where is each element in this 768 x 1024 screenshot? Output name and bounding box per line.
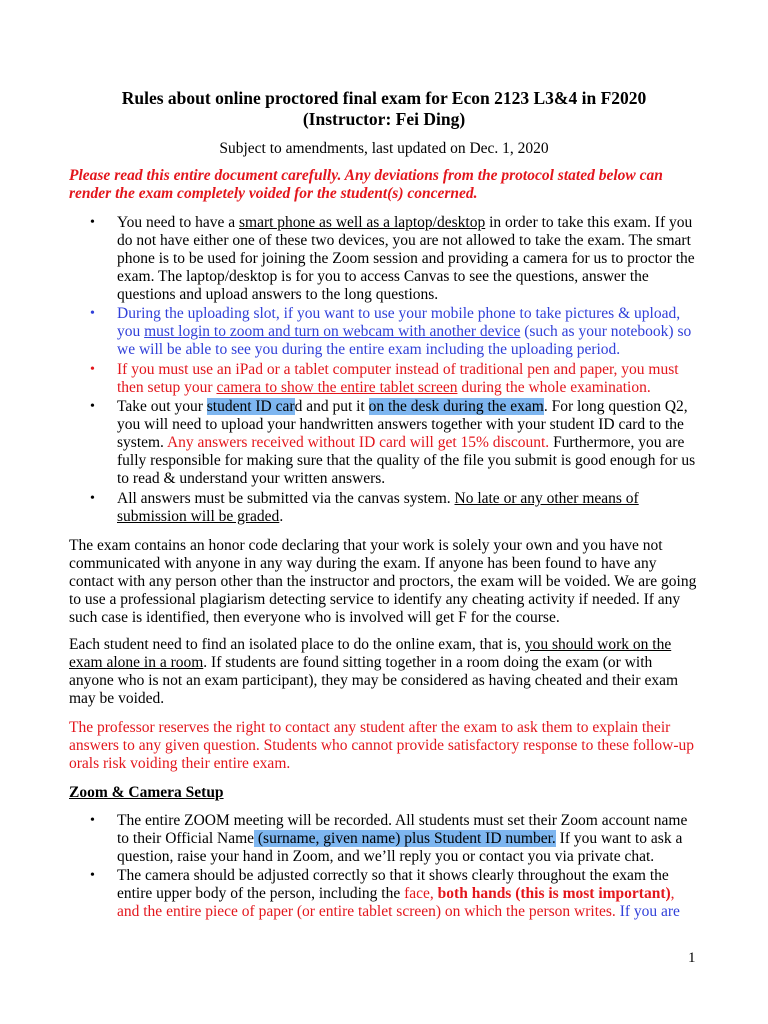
b5-l1u: No late or any other means of: [454, 490, 639, 507]
b5-l1a: All answers must be submitted via the canvas system.: [117, 490, 455, 507]
b3-l2u: camera to show the entire tablet screen: [216, 379, 458, 396]
highlight-on-desk: on the desk during the exam: [368, 398, 544, 415]
isolation-line-3: anyone who is not an exam participant), they may be considered as having cheated and their exam: [69, 672, 679, 689]
b1-l1u: smart phone as well as a laptop/desktop: [238, 214, 486, 231]
bullet-4-line-2: you will need to upload your handwritten answers together with your student ID card to the: [117, 416, 684, 433]
isolation-line-2: [69, 654, 652, 672]
highlight-student-id: student ID car: [206, 398, 295, 415]
z2-l2r: face,: [404, 885, 438, 902]
bullet-3-line-1: If you must use an iPad or a tablet computer instead of traditional pen and paper, you must: [117, 361, 679, 378]
bullet-2-line-2: [117, 323, 691, 341]
document-title-line1: Rules about online proctored final exam for Econ 2123 L3&4 in F2020: [121, 88, 647, 108]
z2-l2rb: both hands (this is most important): [437, 885, 671, 902]
bullet-3-line-2: [117, 379, 651, 397]
bullet-1-line-4: exam. The laptop/desktop is for you to access Canvas to see the questions, answer the: [117, 268, 649, 285]
b2-l2a: you: [117, 323, 145, 340]
p2-l2u: exam alone in a room: [69, 654, 204, 671]
bullet-4-line-1: [117, 398, 688, 416]
document-title-line2: (Instructor: Fei Ding): [302, 109, 466, 129]
zoom-bullet-2-line-2: [117, 885, 675, 903]
b4-l1b: d and put it: [294, 398, 369, 415]
page-number: 1: [688, 950, 696, 966]
highlight-surname-id: (surname, given name) plus Student ID number.: [254, 830, 556, 847]
p2-l2b: . If students are found sitting together in a room doing the exam (or with: [203, 654, 653, 671]
bullet-1-line-5: questions and upload answers to the long questions.: [117, 286, 439, 303]
z1-l2b: If you want to ask a: [555, 830, 683, 847]
b4-l3r: Any answers received without ID card will get 15% discount.: [166, 434, 550, 451]
z1-l2a: to their Official Name: [117, 830, 255, 847]
bullet-1-marker: •: [90, 215, 95, 230]
b3-l2a: then setup your: [117, 379, 217, 396]
bullet-1-line-2: do not have either one of these two devices, you are not allowed to take the exam. The smart: [117, 232, 691, 249]
b4-l1c: . For long question Q2,: [543, 398, 688, 415]
b1-l1b: in order to take this exam. If you: [485, 214, 693, 231]
bullet-1-line-1: [117, 214, 692, 232]
b5-l2b: .: [279, 508, 284, 525]
zoom-bullet-1-marker: •: [90, 813, 95, 828]
b3-l2b: during the whole examination.: [457, 379, 651, 396]
b4-l3b: Furthermore, you are: [549, 434, 685, 451]
zoom-bullet-2-line-3: [117, 903, 680, 921]
p2-l1a: Each student need to find an isolated place to do the online exam, that is,: [69, 636, 525, 653]
zoom-bullet-2-marker: •: [90, 868, 95, 883]
b1-l1a: You need to have a: [117, 214, 239, 231]
honor-code-line-2: communicated with anyone in any way during the exam. If anyone has been found to have any: [69, 555, 657, 572]
bullet-4-line-5: to read & understand your written answers.: [117, 470, 386, 487]
honor-code-line-3: contact with any person other than the instructor and proctors, the exam will be voided. We are going: [69, 573, 697, 590]
z2-l3r: and the entire piece of paper (or entire tablet screen) on which the person writes.: [117, 903, 616, 920]
honor-code-line-4: to use a professional plagiarism detecting service to identify any cheating activity if needed. If any: [69, 591, 681, 608]
bullet-5-line-2: [117, 508, 283, 526]
bullet-4-marker: •: [90, 399, 95, 414]
bullet-2-marker: •: [90, 306, 95, 321]
oral-exam-line-1: The professor reserves the right to contact any student after the exam to ask them to explain their: [69, 719, 671, 736]
zoom-camera-heading: Zoom & Camera Setup: [69, 784, 224, 801]
b2-l2b: (such as your notebook) so: [520, 323, 692, 340]
z2-l2a: entire upper body of the person, including the: [117, 885, 405, 902]
oral-exam-line-2: answers to any given question. Students who cannot provide satisfactory response to these follow-up: [69, 737, 695, 754]
bullet-2-line-3: we will be able to see you during the entire exam including the uploading period.: [117, 341, 621, 358]
b4-l3a: system.: [117, 434, 167, 451]
bullet-3-marker: •: [90, 362, 95, 377]
isolation-line-4: may be voided.: [69, 690, 165, 707]
document-subtitle: Subject to amendments, last updated on Dec. 1, 2020: [219, 140, 549, 157]
bullet-1-line-3: phone is to be used for joining the Zoom session and providing a camera for us to proctor the: [117, 250, 695, 267]
b5-l2u: submission will be graded: [117, 508, 280, 525]
isolation-line-1: [69, 636, 671, 654]
zoom-bullet-1-line-3: question, raise your hand in Zoom, and we’ll reply you or contact you via private chat.: [117, 848, 655, 865]
zoom-bullet-2-line-1: The camera should be adjusted correctly so that it shows clearly throughout the exam the: [117, 867, 669, 884]
b4-l1a: Take out your: [117, 398, 207, 415]
honor-code-line-1: The exam contains an honor code declaring that your work is solely your own and you have not: [69, 537, 663, 554]
warning-line-2: render the exam completely voided for the student(s) concerned.: [69, 185, 478, 202]
bullet-5-line-1: [117, 490, 639, 508]
bullet-2-line-1: During the uploading slot, if you want to use your mobile phone to take pictures & upload,: [117, 305, 681, 322]
bullet-4-line-4: fully responsible for making sure that the quality of the file you submit is good enough for us: [117, 452, 696, 469]
b2-l2u: must login to zoom and turn on webcam with another device: [144, 323, 521, 340]
p2-l1u: you should work on the: [524, 636, 672, 653]
warning-line-1: Please read this entire document carefully. Any deviations from the protocol stated below can: [69, 167, 663, 184]
bullet-5-marker: •: [90, 491, 95, 506]
zoom-bullet-1-line-1: The entire ZOOM meeting will be recorded. All students must set their Zoom account name: [117, 812, 688, 829]
oral-exam-line-3: orals risk voiding their entire exam.: [69, 755, 291, 772]
zoom-bullet-1-line-2: [117, 830, 682, 848]
bullet-4-line-3: [117, 434, 684, 452]
z2-l2r2: ,: [670, 885, 675, 902]
z2-l3b: If you are: [615, 903, 680, 920]
honor-code-line-5: such case is identified, then everyone who is involved will get F for the course.: [69, 609, 560, 626]
